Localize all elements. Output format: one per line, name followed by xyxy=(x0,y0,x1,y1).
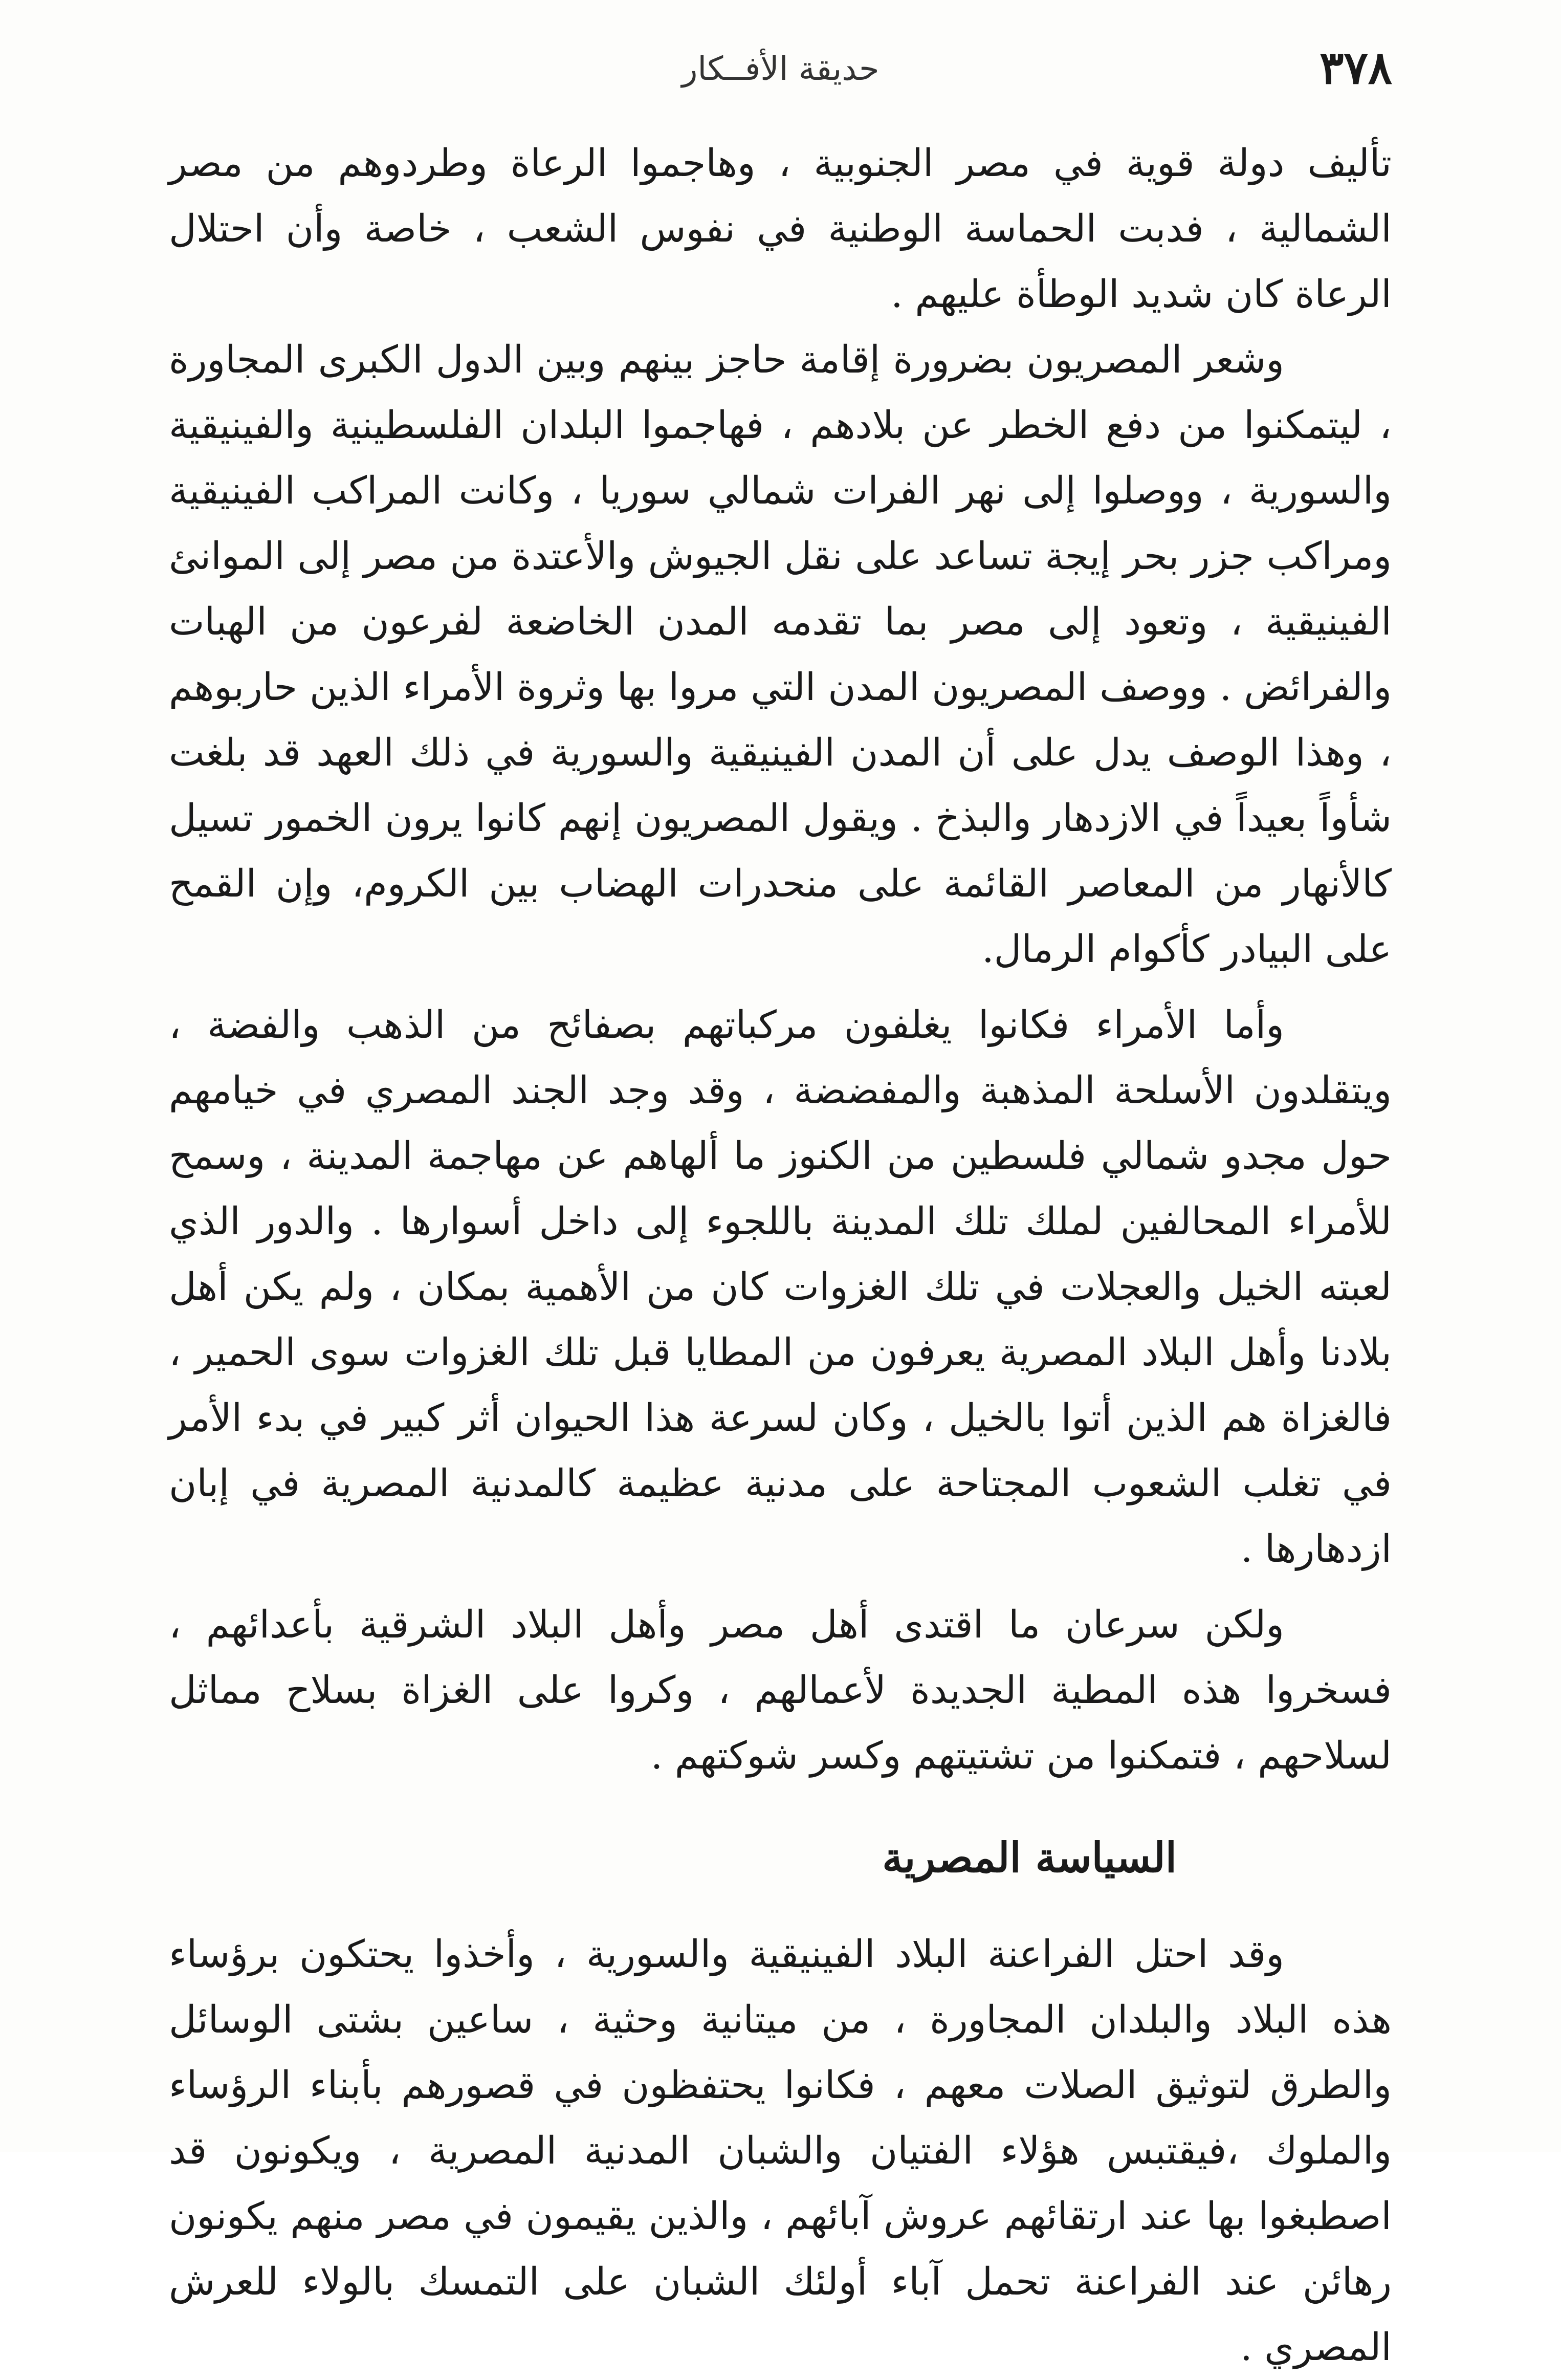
paragraph: ولكن سرعان ما اقتدى أهل مصر وأهل البلاد الشرقية بأعدائهم ، فسخروا هذه المطية الجديدة لأعمالهم ، وكروا على الغزاة بسلاح مماثل لسلاحهم ، فتمكنوا من تشتيتهم وكسر شوكتهم . xyxy=(169,1603,1392,1778)
page-number: ٣٧٨ xyxy=(1320,41,1392,94)
paragraph: وشعر المصريون بضرورة إقامة حاجز بينهم وبين الدول الكبرى المجاورة ، ليتمكنوا من دفع الخطر عن بلادهم ، فهاجموا البلدان الفلسطينية والفينيقية والسورية ، ووصلوا إلى نهر الفرات شمالي سوريا ، وكانت المراكب الفينيقية ومراكب جزر بحر إيجة تساعد على نقل الجيوش والأعتدة من مصر إلى الموانئ الفينيقية ، وتعود إلى مصر بما تقدمه المدن الخاضعة لفرعون من الهبات والفرائض . ووصف المصريون المدن التي مروا بها وثروة الأمراء الذين حاربوهم ، وهذا الوصف يدل على أن المدن الفينيقية والسورية في ذلك العهد قد بلغت شأواً بعيداً في الازدهار والبذخ . ويقول المصريون إنهم كانوا يرون الخمور تسيل كالأنهار من المعاصر القائمة على منحدرات الهضاب بين الكروم، وإن القمح على البيادر كأكوام الرمال. xyxy=(169,338,1392,971)
running-title: حديقة الأفــكار xyxy=(681,50,880,88)
page-header xyxy=(169,41,1392,118)
section-paragraph: وقد احتل الفراعنة البلاد الفينيقية والسورية ، وأخذوا يحتكون برؤساء هذه البلاد والبلدان المجاورة ، من ميتانية وحثية ، ساعين بشتى الوسائل والطرق لتوثيق الصلات معهم ، فكانوا يحتفظون في قصورهم بأبناء الرؤساء والملوك ،فيقتبس هؤلاء الفتيان والشبان المدنية المصرية ، ويكونون قد اصطبغوا بها عند ارتقائهم عروش آبائهم ، والذين يقيمون في مصر منهم يكونون رهائن عند الفراعنة تحمل آباء أولئك الشبان على التمسك بالولاء للعرش المصري . xyxy=(169,1932,1392,2369)
section-heading: السياسة المصرية xyxy=(882,1833,1177,1882)
paragraph: وأما الأمراء فكانوا يغلفون مركباتهم بصفائح من الذهب والفضة ، ويتقلدون الأسلحة المذهبة والمفضضة ، وقد وجد الجند المصري في خيامهم حول مجدو شمالي فلسطين من الكنوز ما ألهاهم عن مهاجمة المدينة ، وسمح للأمراء المحالفين لملك تلك المدينة باللجوء إلى داخل أسوارها . والدور الذي لعبته الخيل والعجلات في تلك الغزوات كان من الأهمية بمكان ، ولم يكن أهل بلادنا وأهل البلاد المصرية يعرفون من المطايا قبل تلك الغزوات سوى الحمير ، فالغزاة هم الذين أتوا بالخيل ، وكان لسرعة هذا الحيوان أثر كبير في بدء الأمر في تغلب الشعوب المجتاحة على مدنية عظيمة كالمدنية المصرية في إبان ازدهارها . xyxy=(169,1003,1392,1571)
body-text xyxy=(169,130,1392,2380)
paragraph-continuation: تأليف دولة قوية في مصر الجنوبية ، وهاجموا الرعاة وطردوهم من مصر الشمالية ، فدبت الحماسة الوطنية في نفوس الشعب ، خاصة وأن احتلال الرعاة كان شديد الوطأة عليهم . xyxy=(169,141,1392,316)
